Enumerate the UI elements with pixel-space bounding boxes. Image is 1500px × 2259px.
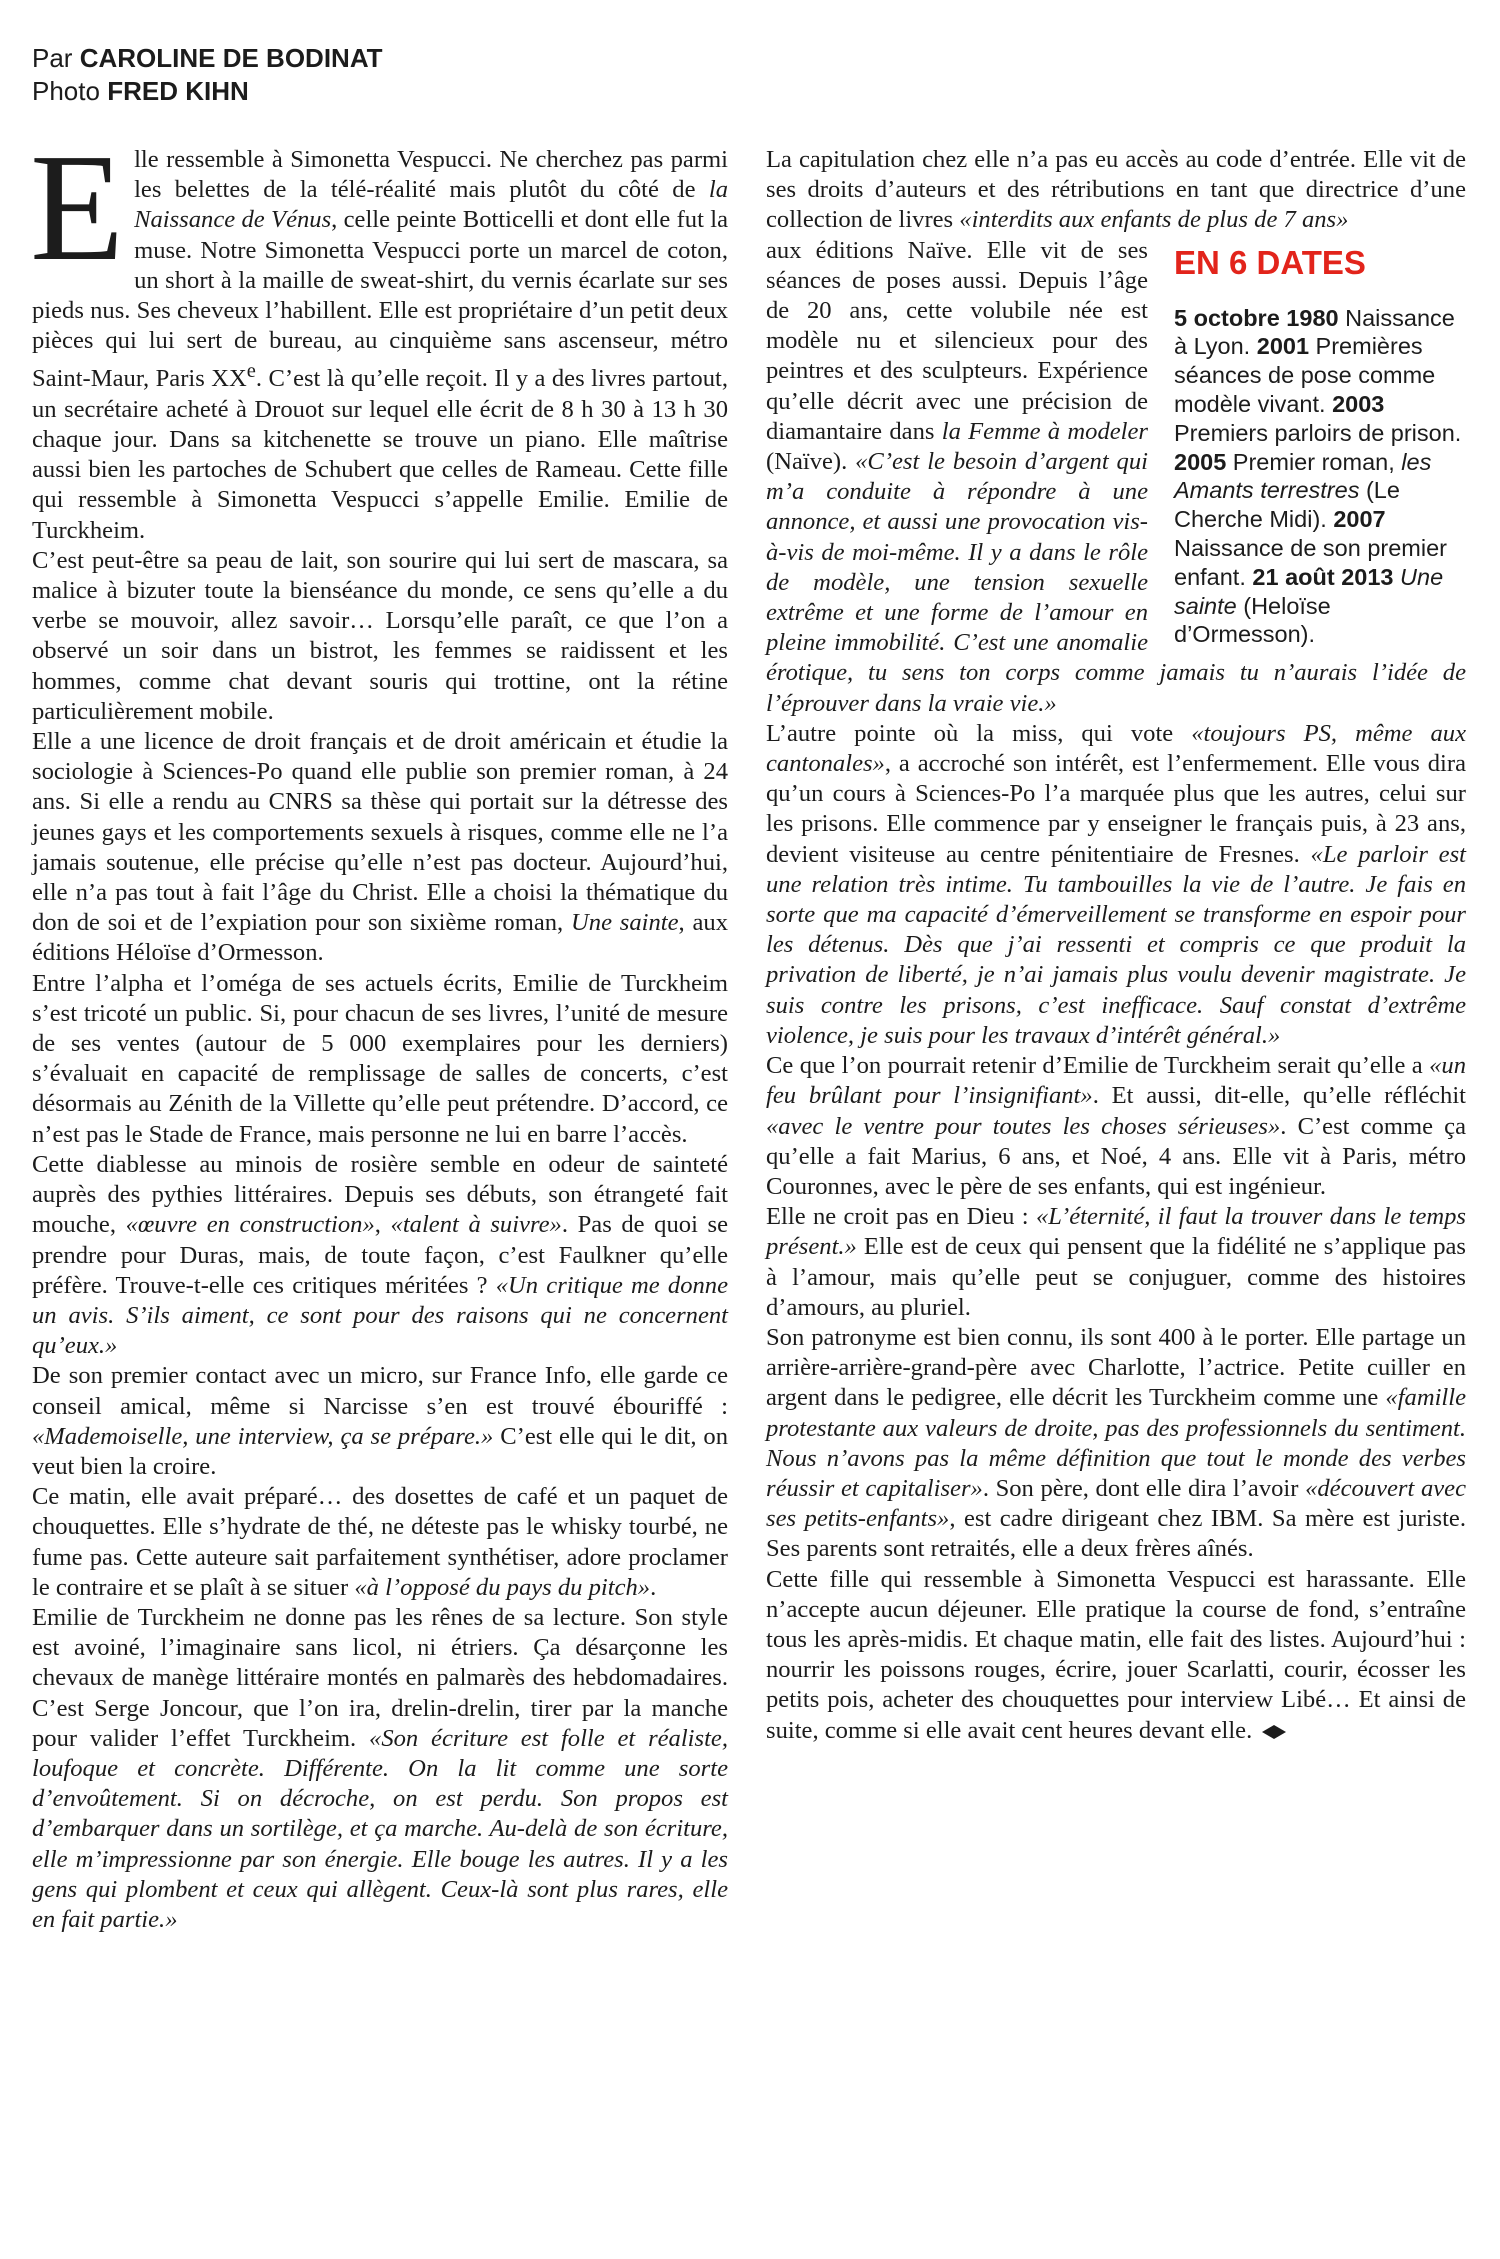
sidebar-entry: 2001 Premières séances de pose comme modèle vivant. <box>1174 333 1436 417</box>
sidebar-entry: 21 août 2013 Une sainte (Heloïse d’Ormesson). <box>1174 563 1444 648</box>
sidebar-entry: 2007 Naissance de son premier enfant. <box>1174 506 1447 590</box>
paragraph-10: L’autre pointe où la miss, qui vote «toujours PS, même aux cantonales», a accroché son intérêt, est l’enfermement. Elle vous dira qu’un cours à Sciences-Po l’a marquée plus que les autres, celui sur les prisons. Elle commence par y enseigner le français puis, à 23 ans, devient visiteuse au centre pénitentiaire de Fresnes. «Le parloir est une relation très intime. Tu tambouilles la vie de l’autre. Je fais en sorte que ma capacité d’émerveillement se transforme en espoir pour les détenus. Dès que j’ai ressenti et compris ce que produit la privation de liberté, je n’ai jamais plus voulu devenir magistrate. Je suis contre les prisons, c’est inefficace. Sauf constat d’extrême violence, je suis pour les travaux d’intérêt général.» <box>766 719 1466 1049</box>
paragraph-12: Elle ne croit pas en Dieu : «L’éternité, il faut la trouver dans le temps présent.» Elle est de ceux qui pensent que la fidélité ne s’applique pas à l’amour, mais qu’elle peut se conjuguer, comme des histoires d’amours, au pluriel. <box>766 1203 1466 1321</box>
paragraph-11: Ce que l’on pourrait retenir d’Emilie de Turckheim serait qu’elle a «un feu brûlant pour l’insignifiant». Et aussi, dit-elle, qu’elle réfléchit «avec le ventre pour toutes les choses sérieuses». C’est comme ça qu’elle a fait Marius, 6 ans, et Noé, 4 ans. Elle vit à Paris, métro Couronnes, avec le père de ses enfants, qui est ingénieur. <box>766 1052 1467 1200</box>
drop-cap: E <box>30 123 125 293</box>
photo-credit <box>32 75 383 108</box>
photo-name: FRED KIHN <box>107 76 249 106</box>
paragraph-6: De son premier contact avec un micro, sur France Info, elle garde ce conseil amical, même si Narcisse s’en est trouvé ébouriffé : «Mademoiselle, une interview, ça se prépare.» C’est elle qui le dit, on veut bien la croire. <box>32 1362 728 1480</box>
paragraph-9: La capitulation chez elle n’a pas eu accès au code d’entrée. Elle vit de ses droits d’auteurs et des rétributions en tant que directrice d’une collection de livres «interdits aux enfants de plus de 7 ans» <box>766 146 1466 234</box>
paragraph-2: C’est peut-être sa peau de lait, son sourire qui lui sert de mascara, sa malice à bizuter toute la bienséance du monde, ce sens qu’elle a du verbe se mouvoir, allez savoir… Lorsqu’elle paraît, ce que l’on a observé un soir dans un bistrot, les femmes se raidissent et les hommes, comme chat devant souris qui trottine, ont la rétine particulièrement mobile. <box>32 546 728 725</box>
author-prefix: Par <box>32 43 73 73</box>
author-name: CAROLINE DE BODINAT <box>79 43 383 73</box>
sidebar-entry: 5 octobre 1980 Naissance à Lyon. <box>1174 304 1455 360</box>
byline <box>32 42 383 108</box>
author-credit <box>32 42 383 75</box>
paragraph-13: Son patronyme est bien connu, ils sont 400 à le porter. Elle partage un arrière-arrière-grand-père avec Charlotte, l’actrice. Petite cuiller en argent dans le pedigree, elle décrit les Turckheim comme une «famille protestante aux valeurs de droite, pas des professionnels du sentiment. Nous n’avons pas la même définition que tout le monde des verbes réussir et capitaliser». Son père, dont elle dira l’avoir «découvert avec ses petits-enfants», est cadre dirigeant chez IBM. Sa mère est juriste. Ses parents sont retraités, elle a deux frères aînés. <box>766 1323 1466 1563</box>
paragraph-5: Cette diablesse au minois de rosière semble en odeur de sainteté auprès des pythies littéraires. Depuis ses débuts, son étrangeté fait mouche, «œuvre en construction», «talent à suivre». Pas de quoi se prendre pour Duras, mais, de toute façon, c’est Faulkner qu’elle préfère. Trouve-t-elle ces critiques méritées ? «Un critique me donne un avis. S’ils aiment, ce sont pour des raisons qui ne concernent qu’eux.» <box>32 1150 729 1360</box>
paragraph-3: Elle a une licence de droit français et de droit américain et étudie la sociologie à Sciences-Po quand elle publie son premier roman, à 24 ans. Si elle a rendu au CNRS sa thèse qui portait sur la détresse des jeunes gays et les comportements sexuels à risques, comme elle ne l’a jamais soutenue, elle précise qu’elle n’est pas docteur. Aujourd’hui, elle n’a pas tout à fait l’âge du Christ. Elle a choisi la thématique du don de soi et de l’expiation pour son sixième roman, Une sainte, aux éditions Héloïse d’Ormesson. <box>32 728 729 967</box>
paragraph-4: Entre l’alpha et l’oméga de ses actuels écrits, Emilie de Turckheim s’est tricoté un public. Si, pour chacun de ses livres, l’unité de mesure de ses ventes (autour de 5 000 exemplaires pour les derniers) s’évaluait en capacité de remplissage de salles de concerts, c’est désormais au Zénith de la Villette qu’elle peut prétendre. D’accord, ce n’est pas le Stade de France, mais personne ne lui en barre l’accès. <box>32 969 728 1148</box>
article-column-left <box>30 123 729 1935</box>
dates-sidebar <box>1174 230 1466 650</box>
sidebar-title: EN 6 DATES <box>1174 243 1366 281</box>
paragraph-8: Emilie de Turckheim ne donne pas les rênes de sa lecture. Son style est avoiné, l’imaginaire sans licol, ni étriers. Ça désarçonne les chevaux de manège littéraire montés en palmarès des hebdomadaires. C’est Serge Joncour, que l’on ira, drelin-drelin, tirer par la manche pour valider l’effet Turckheim. «Son écriture est folle et réaliste, loufoque et concrète. Différente. On la lit comme une sorte d’envoûtement. Si on décroche, on est perdu. Son propos est d’embarquer dans un sortilège, et ça marche. Au-delà de son écriture, elle m’impressionne par son énergie. Elle bouge les autres. Il y a les gens qui plombent et ceux qui allègent. Ceux-là sont plus rares, elle en fait partie.» <box>32 1603 728 1933</box>
sidebar-entry: 2005 Premier roman, les Amants terrestres (Le Cherche Midi). <box>1174 448 1432 533</box>
sidebar-entry: 2003 Premiers parloirs de prison. <box>1174 391 1462 446</box>
article-column-right: La capitulation chez elle n’a pas eu accès au code d’entrée. Elle vit de ses droits d’auteurs et des rétributions en tant que directrice d’une collection de livres «interdits aux enfants de plus de 7 ans» EN 6 DATES 5 octobre 1980 Naissance à Lyon. 2001 Premières séances de pose comme modèle vivant. 2003 Premiers parloirs de prison. 2005 Premier roman, les Amants terrestres (Le Cherche Midi). 2007 Naissance de son premier enfant. 21 août 2013 Une sainte (Heloïse d’Ormesson). aux éditions Naïve. Elle vit de ses séances de poses aussi. Depuis l’âge de 20 ans, cette volubile née est modèle nu et silencieux pour des peintres et des sculpteurs. Expérience qu’elle décrit avec une précision de diamantaire dans la Femme à modeler (Naïve). «C’est le besoin d’argent qui m’a conduite à répondre à une annonce, et aussi une provocation vis-à-vis de moi-même. Il y a dans le rôle de modèle, une tension sexuelle extrême et une forme de l’amour en pleine immobilité. C’est une anomalie érotique, tu sens ton corps comme jamais tu n’aurais l’idée de l’éprouver dans la vraie vie.» L’autre pointe où la miss, qui vote «toujours PS, même aux cantonales», a accroché son intérêt, est l’enfermement. Elle vous dira qu’un cours à Sciences-Po l’a marquée plus que les autres, celui sur les prisons. Elle commence par y enseigner le français puis, à 23 ans, devient visiteuse au centre pénitentiaire de Fresnes. «Le parloir est une relation très intime. Tu tambouilles la vie de l’autre. Je fais en sorte que ma capacité d’émerveillement se transforme en espoir pour les détenus. Dès que j’ai ressenti et compris ce que produit la privation de liberté, je n’ai jamais plus voulu devenir magistrate. Je suis contre les prisons, c’est inefficace. Sauf constat d’extrême violence, je suis pour les travaux d’intérêt général.» Ce que l’on pourrait retenir d’Emilie de Turckheim serait qu’elle a «un feu brûlant pour l’insignifiant». Et aussi, dit-elle, qu’elle réfléchit «avec le ventre pour toutes les choses sérieuses». C’est comme ça qu’elle a fait Marius, 6 ans, et Noé, 4 ans. Elle vit à Paris, métro Couronnes, avec le père de ses enfants, qui est ingénieur. Elle ne croit pas en Dieu : «L’éternité, il faut la trouver dans le temps présent.» Elle est de ceux qui pensent que la fidélité ne s’applique pas à l’amour, mais qu’elle peut se conjuguer, comme des histoires d’amours, au pluriel. Son patronyme est bien connu, ils sont 400 à le porter. Elle partage un arrière-arrière-grand-père avec Charlotte, l’actrice. Petite cuiller en argent dans le pedigree, elle décrit les Turckheim comme une «famille protestante aux valeurs de droite, pas des professionnels du sentiment. Nous n’avons pas la même définition que tout le monde des verbes réussir et capitaliser». Son père, dont elle dira l’avoir «découvert avec ses petits-enfants», est cadre dirigeant chez IBM. Sa mère est juriste. Ses parents sont retraités, elle a deux frères aînés. Cette fille qui ressemble à Simonetta Vespucci est harassante. Elle n’accepte aucun déjeuner. Elle pratique la course de fond, s’entraîne tous les après-midis. Et chaque matin, elle fait des listes. Aujourd’hui : nourrir les poissons rouges, écrire, jouer Scarlatti, courir, écosser les petits pois, acheter des chouquettes pour interview Libé… Et ainsi de suite, comme si elle avait cent heures devant elle. <box>766 145 1466 1746</box>
paragraph-1: Elle ressemble à Simonetta Vespucci. Ne cherchez pas parmi les belettes de la télé-réalité mais plutôt du côté de la Naissance de Vénus, celle peinte Botticelli et dont elle fut la muse. Notre Simonetta Vespucci porte un marcel de coton, un short à la maille de sweat-shirt, du vernis écarlate sur ses pieds nus. Ses cheveux l’habillent. Elle est propriétaire d’un petit deux pièces qui lui sert de bureau, au cinquième sans ascenseur, métro Saint-Maur, Paris XXe. C’est là qu’elle reçoit. Il y a des livres partout, un secrétaire acheté à Drouot sur lequel elle écrit de 8 h 30 à 13 h 30 chaque jour. Dans sa kitchenette se trouve un piano. Elle maîtrise aussi bien les partoches de Schubert que celles de Rameau. Cette fille qui ressemble à Simonetta Vespucci s’appelle Emilie. Emilie de Turckheim. <box>30 123 728 544</box>
paragraph-14: Cette fille qui ressemble à Simonetta Vespucci est harassante. Elle n’accepte aucun déjeuner. Elle pratique la course de fond, s’entraîne tous les après-midis. Et chaque matin, elle fait des listes. Aujourd’hui : nourrir les poissons rouges, écrire, jouer Scarlatti, courir, écosser les petits pois, acheter des chouquettes pour interview Libé… Et ainsi de suite, comme si elle avait cent heures devant elle. <box>766 1565 1466 1744</box>
photo-prefix: Photo <box>32 76 100 106</box>
end-mark-icon <box>1258 1717 1286 1744</box>
paragraph-7: Ce matin, elle avait préparé… des dosettes de café et un paquet de chouquettes. Elle s’hydrate de thé, ne déteste pas le whisky tourbé, ne fume pas. Cette auteure sait parfaitement synthétiser, adore proclamer le contraire et se plaît à se situer «à l’opposé du pays du pitch». <box>32 1483 728 1601</box>
